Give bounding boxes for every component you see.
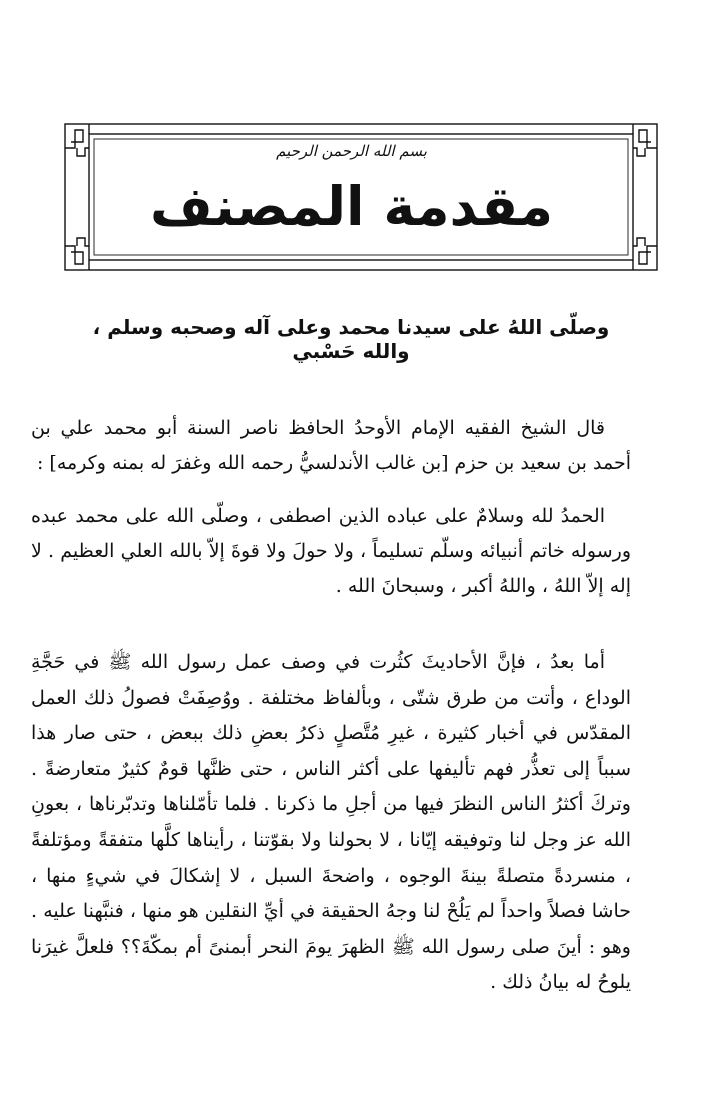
paragraph-introduction: قال الشيخ الفقيه الإمام الأوحدُ الحافظ ناصر السنة أبو محمد علي بن أحمد بن سعيد بن حزم [بن غالب الأندلسيُّ رحمه الله وغفرَ له بمنه وكرمه] :	[31, 417, 631, 474]
doxology-line: وصلّى اللهُ على سيدنا محمد وعلى آله وصحبه وسلم ، والله حَسْبي	[92, 315, 610, 363]
basmala: بسم الله الرحمن الرحيم	[276, 142, 427, 160]
paragraph-praise: الحمدُ لله وسلامٌ على عباده الذين اصطفى ، وصلّى الله على محمد عبده ورسوله خاتم أنبيائه وسلّم تسليماً ، ولا حولَ ولا قوةَ إلاّ بالله العلي العظيم . لا إله إلاّ اللهُ ، واللهُ أكبر ، وسبحانَ الله .	[31, 505, 631, 597]
page-title: مقدمة المصنف	[149, 175, 554, 238]
paragraph-main: أما بعدُ ، فإنَّ الأحاديثَ كثُرت في وصف عمل رسول الله ﷺ في حَجَّةِ الوداع ، وأتت من طرق شتّى ، وبألفاظ مختلفة . ووُصِفَتْ فصولُ ذلك العمل المقدّس في أخبار كثيرة ، غيرِ مُتَّصلٍ ذكرُ بعضِ ذلك ببعض ، حتى صار هذا سبباً إلى تعذُّر فهم تأليفها على أكثر الناس ، حتى ظنَّها قومٌ كثيرٌ متعارضةً . وتركَ أكثرُ الناس النظرَ فيها من أجلِ ما ذكرنا . فلما تأمّلناها وتدبّرناها ، بعونِ الله عز وجل لنا وتوفيقه إيّانا ، لا بحولنا ولا بقوّتنا ، رأيناها كلَّها متفقةً ومؤتلفةً ، منسردةً متصلةً بينةَ الوجوه ، واضحةَ السبل ، لا إشكالَ في شيءٍ منها ، حاشا فصلاً واحداً لم يَلُحْ لنا وجهُ الحقيقة في أيِّ النقلين هو منها ، فنبَّهنا عليه . وهو : أينَ صلى رسول الله ﷺ الظهرَ يومَ النحر أبمنىً أم بمكّةَ؟؟ فلعلَّ غيرَنا يلوحُ له بيانُ ذلك .	[31, 651, 631, 994]
